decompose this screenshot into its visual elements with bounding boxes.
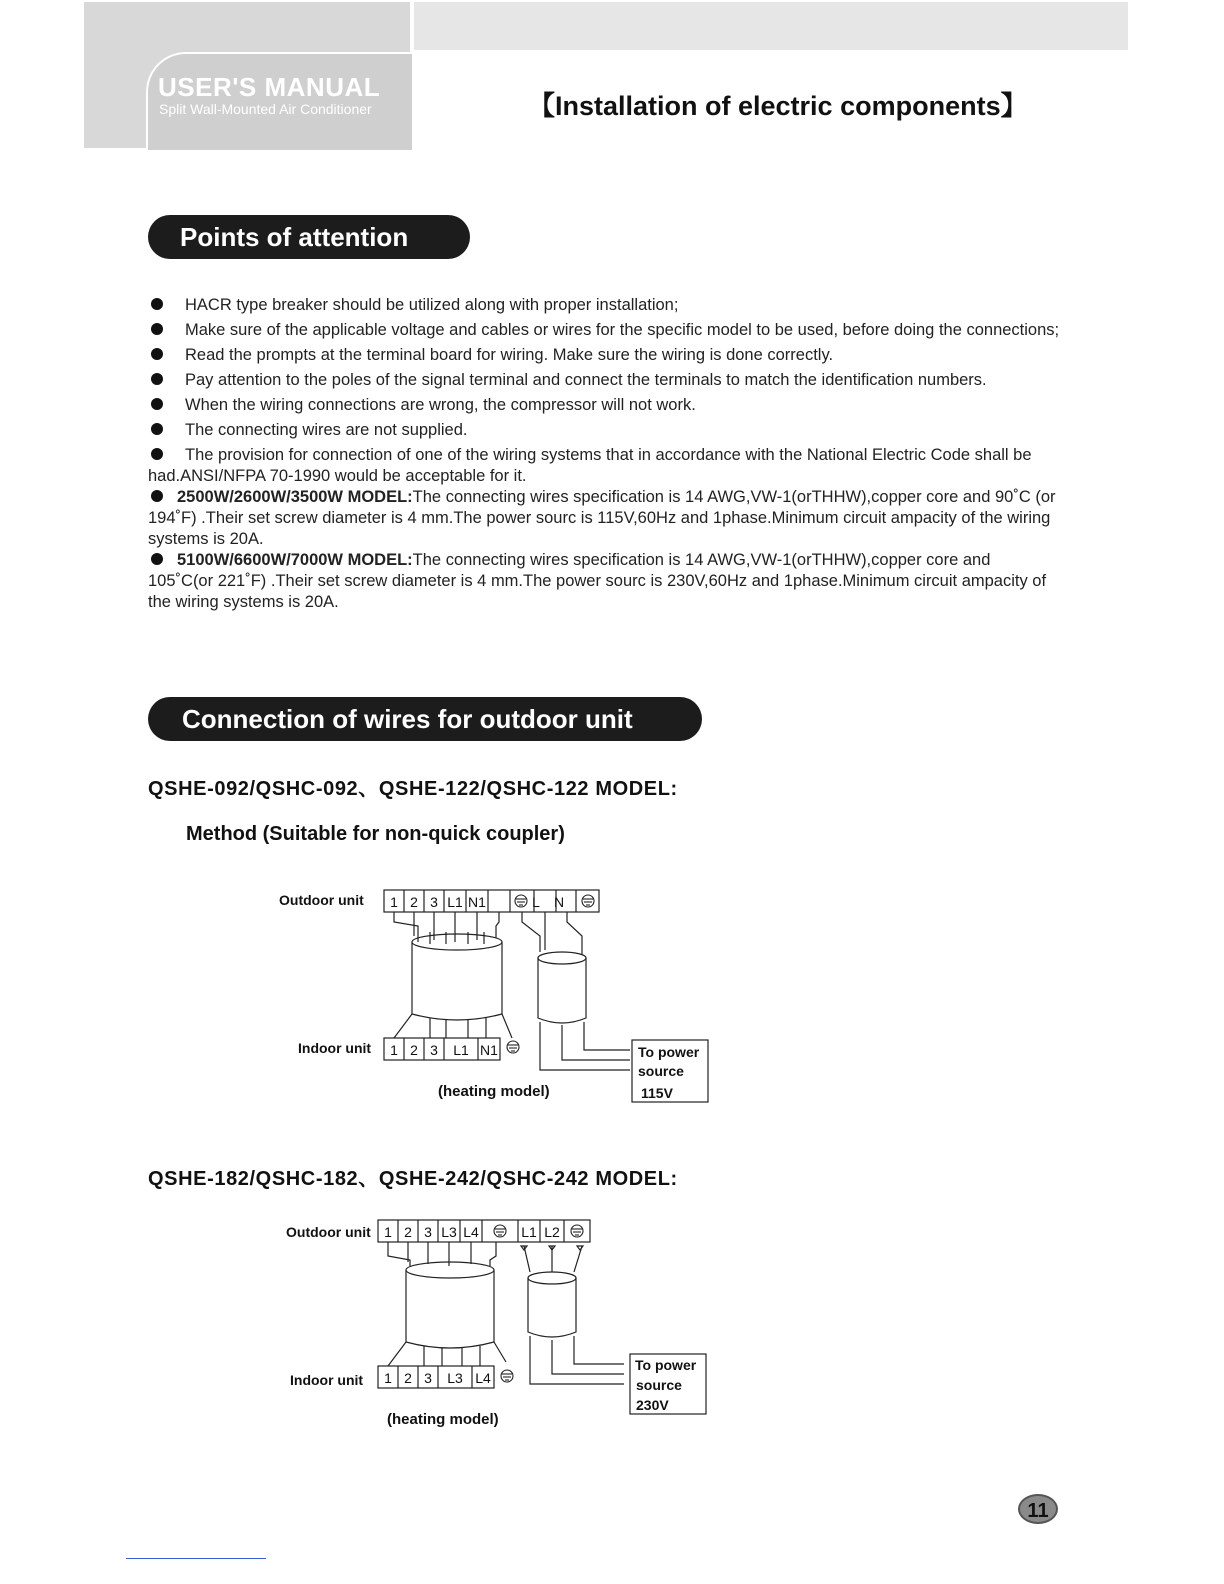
bullet-icon <box>151 348 163 360</box>
terminal-label: 2 <box>410 1042 418 1058</box>
bullet-icon <box>151 398 163 410</box>
terminal-label: 1 <box>384 1370 392 1386</box>
ground-icon <box>571 1225 583 1237</box>
wiring-diagram-115v <box>270 880 730 1120</box>
diagram-caption: (heating model) <box>387 1411 499 1428</box>
page-number: 11 <box>1018 1494 1058 1524</box>
terminal-label: 3 <box>430 894 438 910</box>
model-heading-1: QSHE-092/QSHC-092、QSHE-122/QSHC-122 MODEL: <box>148 778 678 800</box>
ground-icon <box>582 895 594 907</box>
terminal-label: L1 <box>453 1042 469 1058</box>
terminal-label: L4 <box>463 1224 479 1240</box>
terminal-label: L3 <box>441 1224 457 1240</box>
terminal-label: 2 <box>404 1224 412 1240</box>
list-item-spec-small: 2500W/2600W/3500W MODEL:The connecting wires specification is 14 AWG,VW-1(orTHHW),copper core and 90˚C (or 194˚F) .Their set screw diameter is 4 mm.The power sourc is 115V,60Hz and 1phase.Minimum circuit ampacity of the wiring systems is 20A. <box>148 488 1056 548</box>
ground-icon <box>507 1041 519 1053</box>
manual-title: USER'S MANUAL <box>158 72 381 102</box>
terminal-label: N1 <box>480 1042 498 1058</box>
bullet-icon <box>151 553 163 565</box>
list-item: The connecting wires are not supplied. <box>148 420 1060 441</box>
terminal-label: 2 <box>410 894 418 910</box>
signal-cable <box>406 1270 494 1348</box>
terminal-label: 3 <box>430 1042 438 1058</box>
ground-icon <box>501 1370 513 1382</box>
power-label-line2: source <box>638 1063 684 1079</box>
terminal-label: L <box>532 894 540 910</box>
bullet-icon <box>151 448 163 460</box>
indoor-unit-label: Indoor unit <box>298 1040 372 1056</box>
list-item: When the wiring connections are wrong, the compressor will not work. <box>148 395 1060 416</box>
terminal-label: 1 <box>390 894 398 910</box>
ground-icon <box>515 895 527 907</box>
list-item: Read the prompts at the terminal board for wiring. Make sure the wiring is done correctly. <box>148 345 1060 366</box>
attention-list <box>148 295 1060 617</box>
power-label-line1: To power <box>638 1044 700 1060</box>
terminal-label: L2 <box>544 1224 560 1240</box>
wiring-diagram-230v <box>280 1212 720 1437</box>
ground-icon <box>494 1225 506 1237</box>
power-voltage: 115V <box>641 1085 673 1101</box>
terminal-label: L4 <box>475 1370 491 1386</box>
terminal-label: N1 <box>468 894 486 910</box>
outdoor-unit-label: Outdoor unit <box>286 1224 371 1240</box>
page-title: 【Installation of electric components】 <box>528 91 1028 121</box>
bullet-icon <box>151 490 163 502</box>
terminal-label: 2 <box>404 1370 412 1386</box>
list-item: Make sure of the applicable voltage and cables or wires for the specific model to be used, before doing the connections; <box>148 320 1060 341</box>
diagram-caption: (heating model) <box>438 1083 550 1100</box>
terminal-label: L1 <box>447 894 463 910</box>
terminal-label: 1 <box>384 1224 392 1240</box>
power-label-line2: source <box>636 1377 682 1393</box>
outdoor-unit-label: Outdoor unit <box>279 892 364 908</box>
list-item: The provision for connection of one of the wiring systems that in accordance with the National Electric Code shall be had.ANSI/NFPA 70-1990 would be acceptable for it. <box>148 446 1032 485</box>
section-heading-attention: Points of attention <box>148 215 470 259</box>
header-band <box>414 2 1128 50</box>
power-voltage: 230V <box>636 1397 669 1413</box>
section-heading-connection: Connection of wires for outdoor unit <box>148 697 702 741</box>
terminal-label: 3 <box>424 1370 432 1386</box>
power-label-line1: To power <box>635 1357 697 1373</box>
signal-cable <box>412 942 502 1020</box>
indoor-unit-label: Indoor unit <box>290 1372 364 1388</box>
terminal-label: L1 <box>521 1224 537 1240</box>
manual-subtitle: Split Wall-Mounted Air Conditioner <box>159 101 372 117</box>
list-item-spec-large: 5100W/6600W/7000W MODEL:The connecting wires specification is 14 AWG,VW-1(orTHHW),copper core and 105˚C(or 221˚F) .Their set screw diameter is 4 mm.The power sourc is 230V,60Hz and 1phase.Minimum circuit ampacity of the wiring systems is 20A. <box>148 551 1047 611</box>
terminal-label: 3 <box>424 1224 432 1240</box>
terminal-label: 1 <box>390 1042 398 1058</box>
footer-rule <box>126 1558 266 1559</box>
list-item: Pay attention to the poles of the signal terminal and connect the terminals to match the identification numbers. <box>148 370 1060 391</box>
model-heading-2: QSHE-182/QSHC-182、QSHE-242/QSHC-242 MODEL: <box>148 1168 678 1190</box>
bullet-icon <box>151 373 163 385</box>
terminal-label: N <box>553 894 565 910</box>
terminal-label: L3 <box>447 1370 463 1386</box>
power-cable <box>538 958 586 1023</box>
bullet-icon <box>151 323 163 335</box>
list-item: HACR type breaker should be utilized along with proper installation; <box>148 295 1060 316</box>
bullet-icon <box>151 423 163 435</box>
bullet-icon <box>151 298 163 310</box>
power-cable <box>528 1278 576 1337</box>
method-heading: Method (Suitable for non-quick coupler) <box>186 823 565 845</box>
